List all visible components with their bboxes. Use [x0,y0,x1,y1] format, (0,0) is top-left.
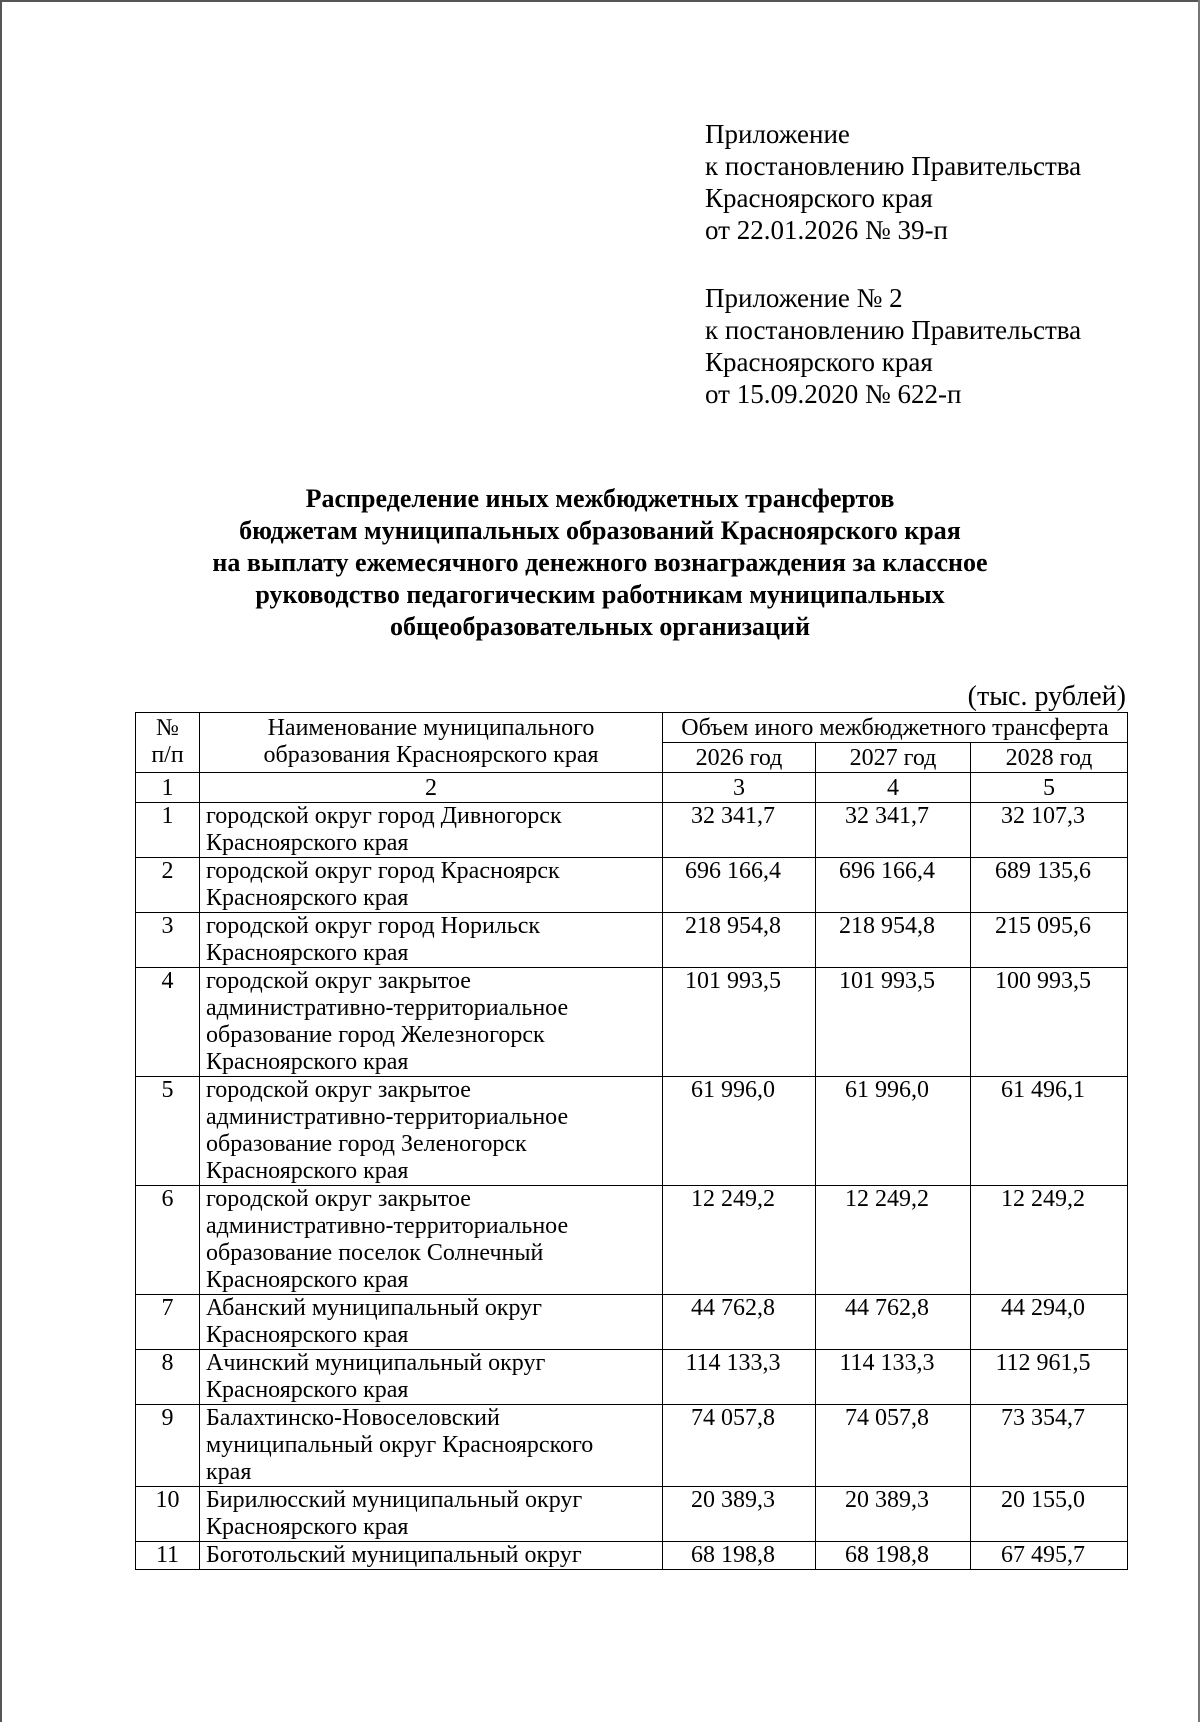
value-2027: 32 341,7 [816,803,971,858]
appendix-date-number: от 22.01.2026 № 39-п [705,215,948,245]
municipality-name [200,1350,663,1405]
row-number: 5 [136,1077,200,1186]
municipality-name-line: городской округ город Дивногорск [206,803,562,829]
appendix-date-number: от 15.09.2020 № 622-п [705,379,962,409]
table-row [136,968,1128,1077]
municipality-name [200,1077,663,1186]
municipality-name-line: Абанский муниципальный округ [206,1295,543,1321]
municipality-name-line: Бирилюсский муниципальный округ [206,1487,583,1513]
row-number: 4 [136,968,200,1077]
table-row [136,1077,1128,1186]
municipality-name-line: городской округ закрытое [206,968,471,994]
value-2026: 696 166,4 [663,858,816,913]
header-year-2027: 2027 год [816,743,971,773]
municipality-name [200,1542,663,1570]
column-number: 4 [816,773,971,803]
value-2027: 68 198,8 [816,1542,971,1570]
row-number: 6 [136,1186,200,1295]
municipality-name-line: Красноярского края [206,1377,409,1403]
municipality-name [200,1405,663,1487]
value-2028: 73 354,7 [971,1405,1128,1487]
value-2028: 61 496,1 [971,1077,1128,1186]
table-body [136,803,1128,1570]
value-2028: 67 495,7 [971,1542,1128,1570]
municipality-name [200,913,663,968]
value-2026: 12 249,2 [663,1186,816,1295]
municipality-name-line: Балахтинско-Новоселовский [206,1405,500,1431]
row-number: 10 [136,1487,200,1542]
municipality-name-line: административно-территориальное [206,1104,569,1130]
municipality-name-line: городской округ закрытое [206,1186,471,1212]
value-2027: 61 996,0 [816,1077,971,1186]
header-year-2026: 2026 год [663,743,816,773]
table-row [136,1295,1128,1350]
title-line: на выплату ежемесячного денежного вознаграждения за классное [212,548,988,577]
municipality-name-line: образование поселок Солнечный [206,1240,544,1266]
row-number: 8 [136,1350,200,1405]
column-number-row [136,773,1128,803]
table-row [136,1186,1128,1295]
municipality-name-line: Красноярского края [206,1158,409,1184]
value-2026: 32 341,7 [663,803,816,858]
municipality-name-line: Красноярского края [206,1322,409,1348]
appendix-region: Красноярского края [705,347,933,377]
column-number: 1 [136,773,200,803]
value-2028: 20 155,0 [971,1487,1128,1542]
value-2028: 112 961,5 [971,1350,1128,1405]
header-name-line: образования Красноярского края [263,742,599,768]
row-number: 9 [136,1405,200,1487]
table-row [136,913,1128,968]
header-name [200,713,663,773]
municipality-name [200,968,663,1077]
column-number: 5 [971,773,1128,803]
value-2027: 12 249,2 [816,1186,971,1295]
table-row [136,1405,1128,1487]
value-2027: 20 389,3 [816,1487,971,1542]
value-2027: 101 993,5 [816,968,971,1077]
value-2026: 20 389,3 [663,1487,816,1542]
scan-border-left [0,0,2,1722]
municipality-name-line: городской округ город Красноярск [206,858,560,884]
municipality-name [200,858,663,913]
table-row [136,1542,1128,1570]
municipality-name-line: края [206,1459,252,1485]
value-2028: 12 249,2 [971,1186,1128,1295]
value-2026: 218 954,8 [663,913,816,968]
municipality-name-line: Красноярского края [206,1267,409,1293]
value-2028: 32 107,3 [971,803,1128,858]
appendix-label: Приложение № 2 [705,283,903,313]
value-2026: 114 133,3 [663,1350,816,1405]
appendix-block-current [705,118,1081,246]
table-row [136,858,1128,913]
value-2026: 74 057,8 [663,1405,816,1487]
value-2028: 689 135,6 [971,858,1128,913]
column-number: 3 [663,773,816,803]
municipality-name [200,1487,663,1542]
municipality-name-line: Красноярского края [206,1049,409,1075]
document-title [150,483,1050,643]
table-row [136,1350,1128,1405]
value-2027: 696 166,4 [816,858,971,913]
value-2026: 61 996,0 [663,1077,816,1186]
header-name-line: Наименование муниципального [267,715,595,741]
title-line: руководство педагогическим работникам муниципальных [255,580,945,609]
municipality-name-line: Красноярского края [206,940,409,966]
appendix-label: Приложение [705,119,850,149]
value-2027: 74 057,8 [816,1405,971,1487]
municipality-name-line: городской округ закрытое [206,1077,471,1103]
value-2027: 44 762,8 [816,1295,971,1350]
municipality-name-line: административно-территориальное [206,1213,569,1239]
row-number: 2 [136,858,200,913]
header-volume: Объем иного межбюджетного трансферта [663,713,1128,743]
municipality-name-line: Красноярского края [206,885,409,911]
municipality-name-line: Красноярского края [206,830,409,856]
column-number: 2 [200,773,663,803]
value-2026: 101 993,5 [663,968,816,1077]
table-row [136,803,1128,858]
municipality-name [200,1186,663,1295]
municipality-name-line: образование город Зеленогорск [206,1131,527,1157]
municipality-name-line: Красноярского края [206,1514,409,1540]
scan-border-top [0,0,1200,2]
row-number: 7 [136,1295,200,1350]
row-number: 1 [136,803,200,858]
municipality-name-line: Ачинский муниципальный округ [206,1350,546,1376]
header-num-line: п/п [151,742,184,768]
value-2027: 218 954,8 [816,913,971,968]
value-2026: 68 198,8 [663,1542,816,1570]
value-2027: 114 133,3 [816,1350,971,1405]
title-line: Распределение иных межбюджетных трансфертов [305,484,895,513]
header-year-2028: 2028 год [971,743,1128,773]
title-line: бюджетам муниципальных образований Красноярского края [239,516,961,545]
title-line: общеобразовательных организаций [389,612,810,641]
appendix-block-original [705,282,1081,410]
row-number: 3 [136,913,200,968]
value-2028: 100 993,5 [971,968,1128,1077]
municipality-name-line: городской округ город Норильск [206,913,541,939]
appendix-region: Красноярского края [705,183,933,213]
appendix-ref: к постановлению Правительства [705,151,1082,181]
units-label: (тыс. рублей) [967,681,1126,712]
header-num-line: № [156,715,179,741]
table-row [136,1487,1128,1542]
municipality-name-line: административно-территориальное [206,995,569,1021]
municipality-name-line: Боготольский муниципальный округ [206,1542,582,1568]
transfer-distribution-table [135,712,1128,1570]
header-num [136,713,200,773]
appendix-ref: к постановлению Правительства [705,315,1082,345]
value-2026: 44 762,8 [663,1295,816,1350]
header-row [136,713,1128,743]
municipality-name-line: муниципальный округ Красноярского [206,1432,594,1458]
municipality-name-line: образование город Железногорск [206,1022,545,1048]
row-number: 11 [136,1542,200,1570]
value-2028: 44 294,0 [971,1295,1128,1350]
municipality-name [200,1295,663,1350]
value-2028: 215 095,6 [971,913,1128,968]
municipality-name [200,803,663,858]
